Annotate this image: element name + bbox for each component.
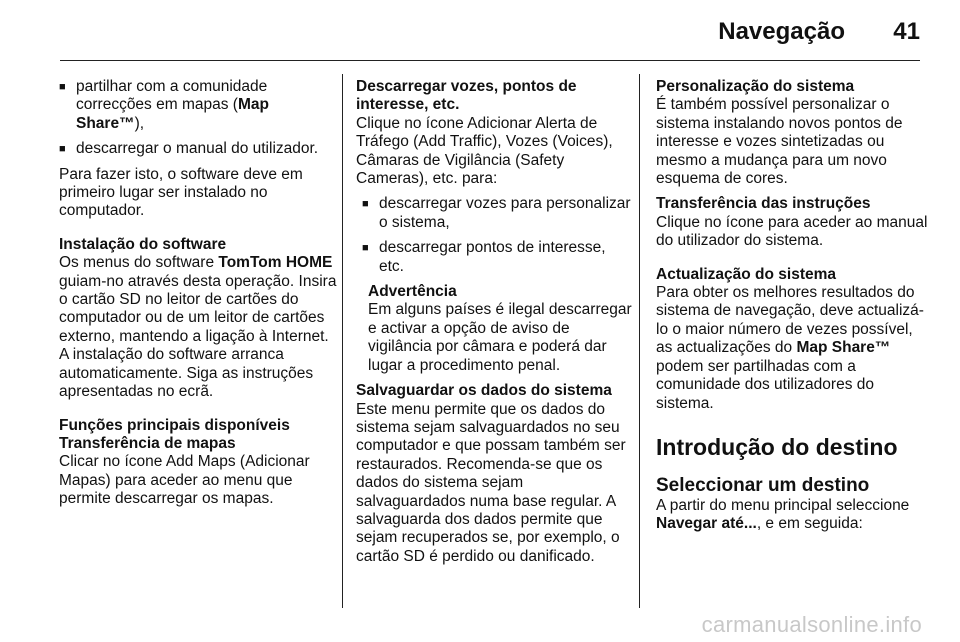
paragraph-download: Clique no ícone Adicionar Alerta de Tráfego (Add Traffic), Vozes (Voices), Câmaras de Vigilância (Safety Cameras), etc. para: bbox=[356, 114, 613, 188]
note-text: Em alguns países é ilegal descarregar e activar a opção de aviso de vigilância por câmara e poderá dar lugar a procedimento penal. bbox=[368, 301, 632, 374]
column-1 bbox=[59, 78, 337, 509]
page-title: Navegação bbox=[718, 18, 845, 45]
bullet-item: ■ descarregar o manual do utilizador. bbox=[59, 140, 337, 158]
paragraph-destination: A partir do menu principal seleccione Navegar até..., e em seguida: bbox=[656, 496, 910, 533]
page-number: 41 bbox=[893, 18, 920, 45]
note-title: Advertência bbox=[368, 283, 457, 301]
column-2 bbox=[356, 78, 634, 566]
heading-update: Actualização do sistema bbox=[656, 265, 837, 283]
section-title: Introdução do destino bbox=[656, 433, 898, 460]
warning-note bbox=[356, 283, 634, 375]
bullet-item: ■ partilhar com a comunidade correcções em mapas (Map Share™), bbox=[59, 78, 337, 133]
header-rule bbox=[60, 60, 920, 61]
heading-download: Descarregar vozes, pontos de interesse, etc. bbox=[356, 78, 577, 114]
column-divider-2 bbox=[639, 74, 640, 608]
bullet-item: ■ descarregar vozes para personalizar o sistema, bbox=[362, 195, 634, 232]
watermark: carmanualsonline.info bbox=[701, 612, 922, 637]
bullet-item: ■ descarregar pontos de interesse, etc. bbox=[362, 239, 634, 276]
paragraph-manual: Clique no ícone para aceder ao manual do utilizador do sistema. bbox=[656, 213, 928, 250]
page-header bbox=[0, 14, 960, 50]
heading-install: Instalação do software bbox=[59, 235, 227, 253]
paragraph-install: Os menus do software TomTom HOME guiam-no através desta operação. Insira o cartão SD no leitor de cartões do computador ou de um leitor de cartões externo, mantendo a ligação à Internet. A instalação do software arranca automaticamente. Siga as instruções apresentadas no ecrã. bbox=[59, 254, 337, 401]
heading-backup: Salvaguardar os dados do sistema bbox=[356, 382, 612, 400]
paragraph-backup: Este menu permite que os dados do sistema sejam salvaguardados no seu computador e que possam também ser restaurados. Recomenda-se que os dados do sistema sejam salvaguardados numa base regular. A salvaguarda dos dados permite que sejam recuperados se, por exemplo, o cartão SD é perdido ou danificado. bbox=[356, 400, 626, 565]
heading-maps: Transferência de mapas bbox=[59, 434, 236, 452]
heading-manual: Transferência das instruções bbox=[656, 195, 871, 213]
paragraph: Para fazer isto, o software deve em primeiro lugar ser instalado no computador. bbox=[59, 165, 303, 220]
paragraph-custom: É também possível personalizar o sistema instalando novos pontos de interesse e vozes sintetizadas ou mesmo a mudança para um novo esquema de cores. bbox=[656, 96, 903, 188]
column-3 bbox=[656, 78, 928, 534]
paragraph-update: Para obter os melhores resultados do sistema de navegação, deve actualizá-lo o maior número de vezes possível, as actualizações do Map Share™ podem ser partilhadas com a comunidade dos utilizadores do sistema. bbox=[656, 284, 924, 412]
heading-functions: Funções principais disponíveis bbox=[59, 416, 290, 434]
column-divider-1 bbox=[342, 74, 343, 608]
sub-title: Seleccionar um destino bbox=[656, 474, 870, 496]
heading-custom: Personalização do sistema bbox=[656, 78, 855, 95]
paragraph-maps: Clicar no ícone Add Maps (Adicionar Mapas) para aceder ao menu que permite descarregar os mapas. bbox=[59, 453, 310, 508]
